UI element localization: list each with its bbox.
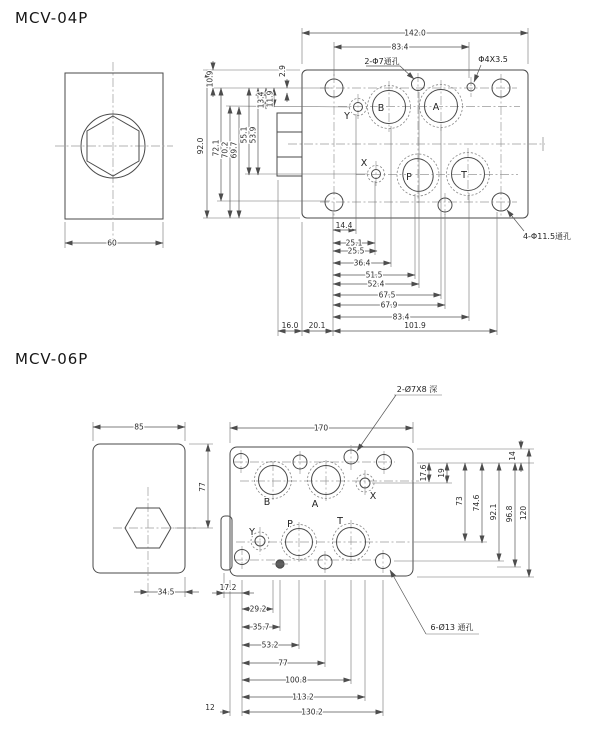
dim-20-1	[302, 321, 333, 331]
svg-text:70.2: 70.2	[220, 141, 230, 159]
svg-text:120: 120	[519, 505, 528, 521]
svg-text:19: 19	[437, 468, 446, 478]
svg-text:51.5: 51.5	[365, 270, 383, 280]
dim-offset-34-5	[134, 577, 199, 597]
dim-35-7	[242, 623, 280, 632]
dim-100-8	[242, 676, 351, 685]
right-dim-chain	[394, 440, 534, 577]
port-label-b: B	[377, 103, 385, 114]
drawing-title-mcv04p: MCV-04P	[15, 9, 89, 27]
port-label-b: B	[263, 497, 271, 508]
port-label-p: P	[287, 519, 293, 530]
port-label-x: X	[369, 491, 377, 502]
dim-17-6	[419, 463, 429, 482]
svg-text:101.9: 101.9	[404, 321, 426, 330]
svg-text:34.5: 34.5	[157, 587, 175, 597]
dim-83-4-top	[334, 42, 469, 78]
dim-73	[455, 463, 465, 541]
svg-text:17.6: 17.6	[419, 464, 428, 482]
dim-101-9	[333, 321, 497, 331]
dim-130-2	[242, 708, 383, 717]
port-label-a: A	[432, 102, 440, 113]
side-connector-tab	[277, 113, 302, 176]
svg-text:53.2: 53.2	[261, 640, 279, 650]
port-label-t: T	[337, 516, 343, 527]
dim-170	[230, 422, 413, 443]
dim-74-6	[472, 463, 482, 543]
dim-14	[508, 440, 521, 472]
svg-text:142.0: 142.0	[404, 28, 426, 38]
dim-29-2	[242, 605, 273, 614]
svg-text:96.8: 96.8	[505, 505, 514, 523]
mcv06p-drawing	[15, 350, 534, 717]
dim-92-0	[196, 70, 207, 218]
mcv04p-top-view	[196, 28, 571, 336]
note-mount-holes	[390, 570, 479, 634]
dim-67-9	[333, 301, 445, 310]
port-label-y: Y	[344, 111, 350, 122]
dim-120	[519, 449, 529, 577]
svg-text:12: 12	[205, 703, 215, 712]
svg-text:92.0: 92.0	[196, 137, 205, 155]
dim-14-4	[333, 221, 356, 230]
dim-label: 60	[107, 238, 117, 248]
port-label-t: T	[461, 170, 467, 181]
svg-text:113.2: 113.2	[292, 692, 314, 702]
svg-text:25.1: 25.1	[345, 238, 363, 248]
svg-text:73: 73	[455, 496, 464, 506]
svg-text:Φ4X3.5: Φ4X3.5	[478, 55, 508, 64]
svg-text:67.9: 67.9	[380, 300, 398, 310]
svg-text:83.4: 83.4	[391, 42, 409, 52]
svg-text:130.2: 130.2	[301, 707, 323, 717]
note-2phi7x8	[357, 384, 442, 451]
svg-text:25.5: 25.5	[347, 246, 365, 256]
mount-holes-13	[234, 454, 392, 570]
dim-2-9	[278, 65, 287, 102]
svg-text:72.1: 72.1	[211, 139, 221, 157]
svg-text:2-Ø7X8 深: 2-Ø7X8 深	[396, 385, 438, 394]
dim-36-4	[333, 259, 391, 268]
mcv04p-side-view	[55, 62, 173, 248]
note-mount-holes	[507, 210, 571, 241]
svg-text:92.1: 92.1	[489, 503, 498, 521]
dim-12	[205, 703, 230, 712]
port-b	[368, 86, 411, 129]
note-phi4	[474, 55, 508, 82]
bottom-dim-chain	[205, 573, 383, 717]
svg-text:17.2: 17.2	[219, 583, 237, 592]
svg-text:52.4: 52.4	[367, 279, 385, 289]
svg-text:20.1: 20.1	[308, 321, 326, 330]
svg-text:77: 77	[278, 658, 288, 668]
dim-width-85	[93, 422, 185, 441]
drawing-title-mcv06p: MCV-06P	[15, 350, 89, 368]
dim-17-2	[212, 583, 254, 593]
svg-text:13.4: 13.4	[256, 91, 266, 109]
svg-text:74.6: 74.6	[472, 494, 481, 512]
bottom-dim-chain	[278, 92, 497, 336]
svg-text:69.7: 69.7	[229, 141, 239, 159]
dim-113-2	[242, 693, 365, 702]
mcv06p-top-view	[205, 384, 534, 717]
svg-text:100.8: 100.8	[285, 675, 307, 685]
dim-83-4	[333, 313, 469, 322]
dim-11-9	[266, 88, 275, 107]
port-label-p: P	[406, 172, 412, 183]
dim-25-5	[333, 247, 377, 256]
svg-text:35.7: 35.7	[252, 622, 270, 632]
port-label-a: A	[311, 499, 319, 510]
svg-text:29.2: 29.2	[249, 604, 267, 614]
svg-text:2.9: 2.9	[278, 65, 287, 77]
mcv06p-side-view	[93, 422, 213, 597]
svg-text:85: 85	[134, 422, 144, 432]
dim-92-1	[489, 463, 499, 561]
dim-51-5	[333, 271, 415, 280]
svg-text:6-Ø13 通孔: 6-Ø13 通孔	[430, 623, 474, 632]
svg-text:10.9: 10.9	[205, 70, 215, 88]
svg-text:67.5: 67.5	[378, 290, 396, 300]
svg-text:53.9: 53.9	[248, 126, 258, 144]
dim-52-4	[333, 280, 419, 289]
svg-text:55.1: 55.1	[239, 126, 249, 144]
port-t	[447, 153, 490, 196]
svg-text:14: 14	[508, 451, 517, 461]
svg-text:83.4: 83.4	[392, 312, 410, 322]
dim-69-7	[230, 107, 240, 218]
svg-text:14.4: 14.4	[335, 221, 353, 230]
dim-77	[242, 659, 325, 668]
svg-text:4-Φ11.5通孔: 4-Φ11.5通孔	[522, 232, 572, 241]
dim-16-0	[278, 321, 302, 331]
svg-text:170: 170	[313, 423, 329, 433]
dim-53-2	[242, 641, 299, 650]
dim-width-60	[65, 222, 163, 248]
svg-text:36.4: 36.4	[353, 258, 371, 268]
mcv04p-drawing	[15, 9, 571, 336]
locating-pin-hole	[272, 560, 288, 568]
port-label-y: Y	[249, 527, 255, 538]
dim-19	[437, 463, 447, 483]
port-label-x: X	[360, 158, 368, 169]
svg-text:77: 77	[198, 482, 207, 492]
svg-text:16.0: 16.0	[281, 321, 299, 330]
svg-text:11.9: 11.9	[265, 90, 275, 108]
dim-height-77	[175, 444, 213, 528]
note-2phi7	[364, 56, 414, 79]
dim-96-8	[505, 463, 515, 567]
svg-text:2-Φ7通孔: 2-Φ7通孔	[364, 57, 400, 66]
dim-67-5	[333, 291, 441, 300]
port-a	[420, 85, 463, 128]
